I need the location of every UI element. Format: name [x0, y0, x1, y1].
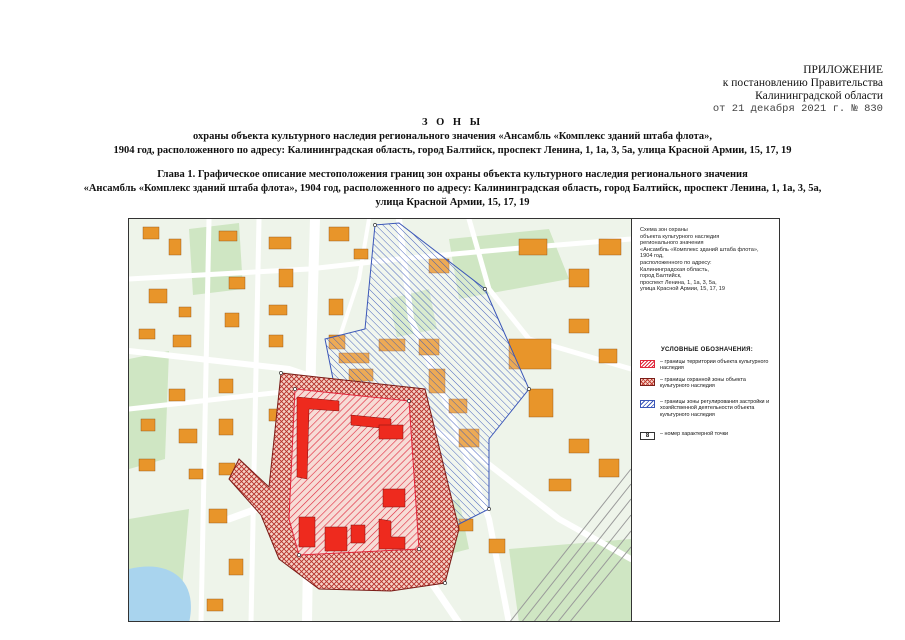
map-canvas [129, 219, 631, 622]
scheme-title-line: Калининградская область, [640, 266, 709, 273]
document-titles [20, 116, 885, 210]
scheme-title-line: «Ансамбль «Комплекс зданий штаба флота», [640, 246, 759, 253]
regulation-zone-swatch [640, 400, 655, 408]
legend-label: – границы зоны регулирования застройки и хозяйственной деятельности объекта культурного наследия [660, 399, 770, 418]
scheme-title-line: Схема зон охраны [640, 227, 688, 233]
scheme-title-line: 1904 год, [640, 253, 664, 260]
scheme-title-line: улица Красной Армии, 15, 17, 19 [640, 286, 726, 293]
document-heading: З О Н Ы [421, 117, 484, 128]
appendix-decree-date: от 21 декабря 2021 г. № 830 [712, 103, 883, 115]
appendix-block [623, 64, 883, 116]
scheme-title [640, 227, 776, 293]
scheme-title-line: город Балтийск, [640, 273, 682, 280]
point-number-marker: 8 [640, 432, 655, 440]
legend-title: УСЛОВНЫЕ ОБОЗНАЧЕНИЯ: [660, 347, 754, 353]
scheme-title-line: регионального значения [640, 240, 704, 247]
chapter-title-3: улица Красной Армии, 15, 17, 19 [375, 197, 530, 208]
chapter-title-2: «Ансамбль «Комплекс зданий штаба флота», 1904 год, расположенного по адресу: Калининградская область, город Балтийск, проспект Ленина, 1, 1а, 3, 5а, [83, 183, 822, 194]
scheme-title-line: расположенного по адресу: [640, 259, 712, 266]
chapter-title-1: Глава 1. Графическое описание местоположения границ зон охраны объекта культурного наследия регионального значения [157, 169, 748, 180]
document-subtitle-2: 1904 год, расположенного по адресу: Калининградская область, город Балтийск, проспект Ленина, 1, 1а, 3, 5а, улица Красной Армии, 15, 17, 19 [113, 145, 792, 156]
legend-label: – номер характерной точки [660, 431, 729, 437]
document-subtitle-1: охраны объекта культурного наследия регионального значения «Ансамбль «Комплекс зданий штаба флота», [192, 131, 713, 142]
map-legend-panel [631, 219, 780, 622]
scheme-title-line: проспект Ленина, 1, 1а, 3, 5а, [640, 279, 717, 286]
legend-label: – границы территории объекта культурного наследия [660, 359, 769, 372]
protection-zone-swatch [640, 378, 655, 386]
zone-map [128, 218, 780, 622]
appendix-title: ПРИЛОЖЕНИЕ [803, 64, 883, 76]
heritage-territory-swatch [640, 360, 655, 368]
appendix-decree-ref: к постановлению Правительства [722, 77, 883, 89]
appendix-region: Калининградской области [755, 90, 883, 102]
legend-label: – границы охранной зоны объекта культурного наследия [660, 377, 746, 390]
scheme-title-line: объекта культурного наследия [640, 233, 720, 240]
